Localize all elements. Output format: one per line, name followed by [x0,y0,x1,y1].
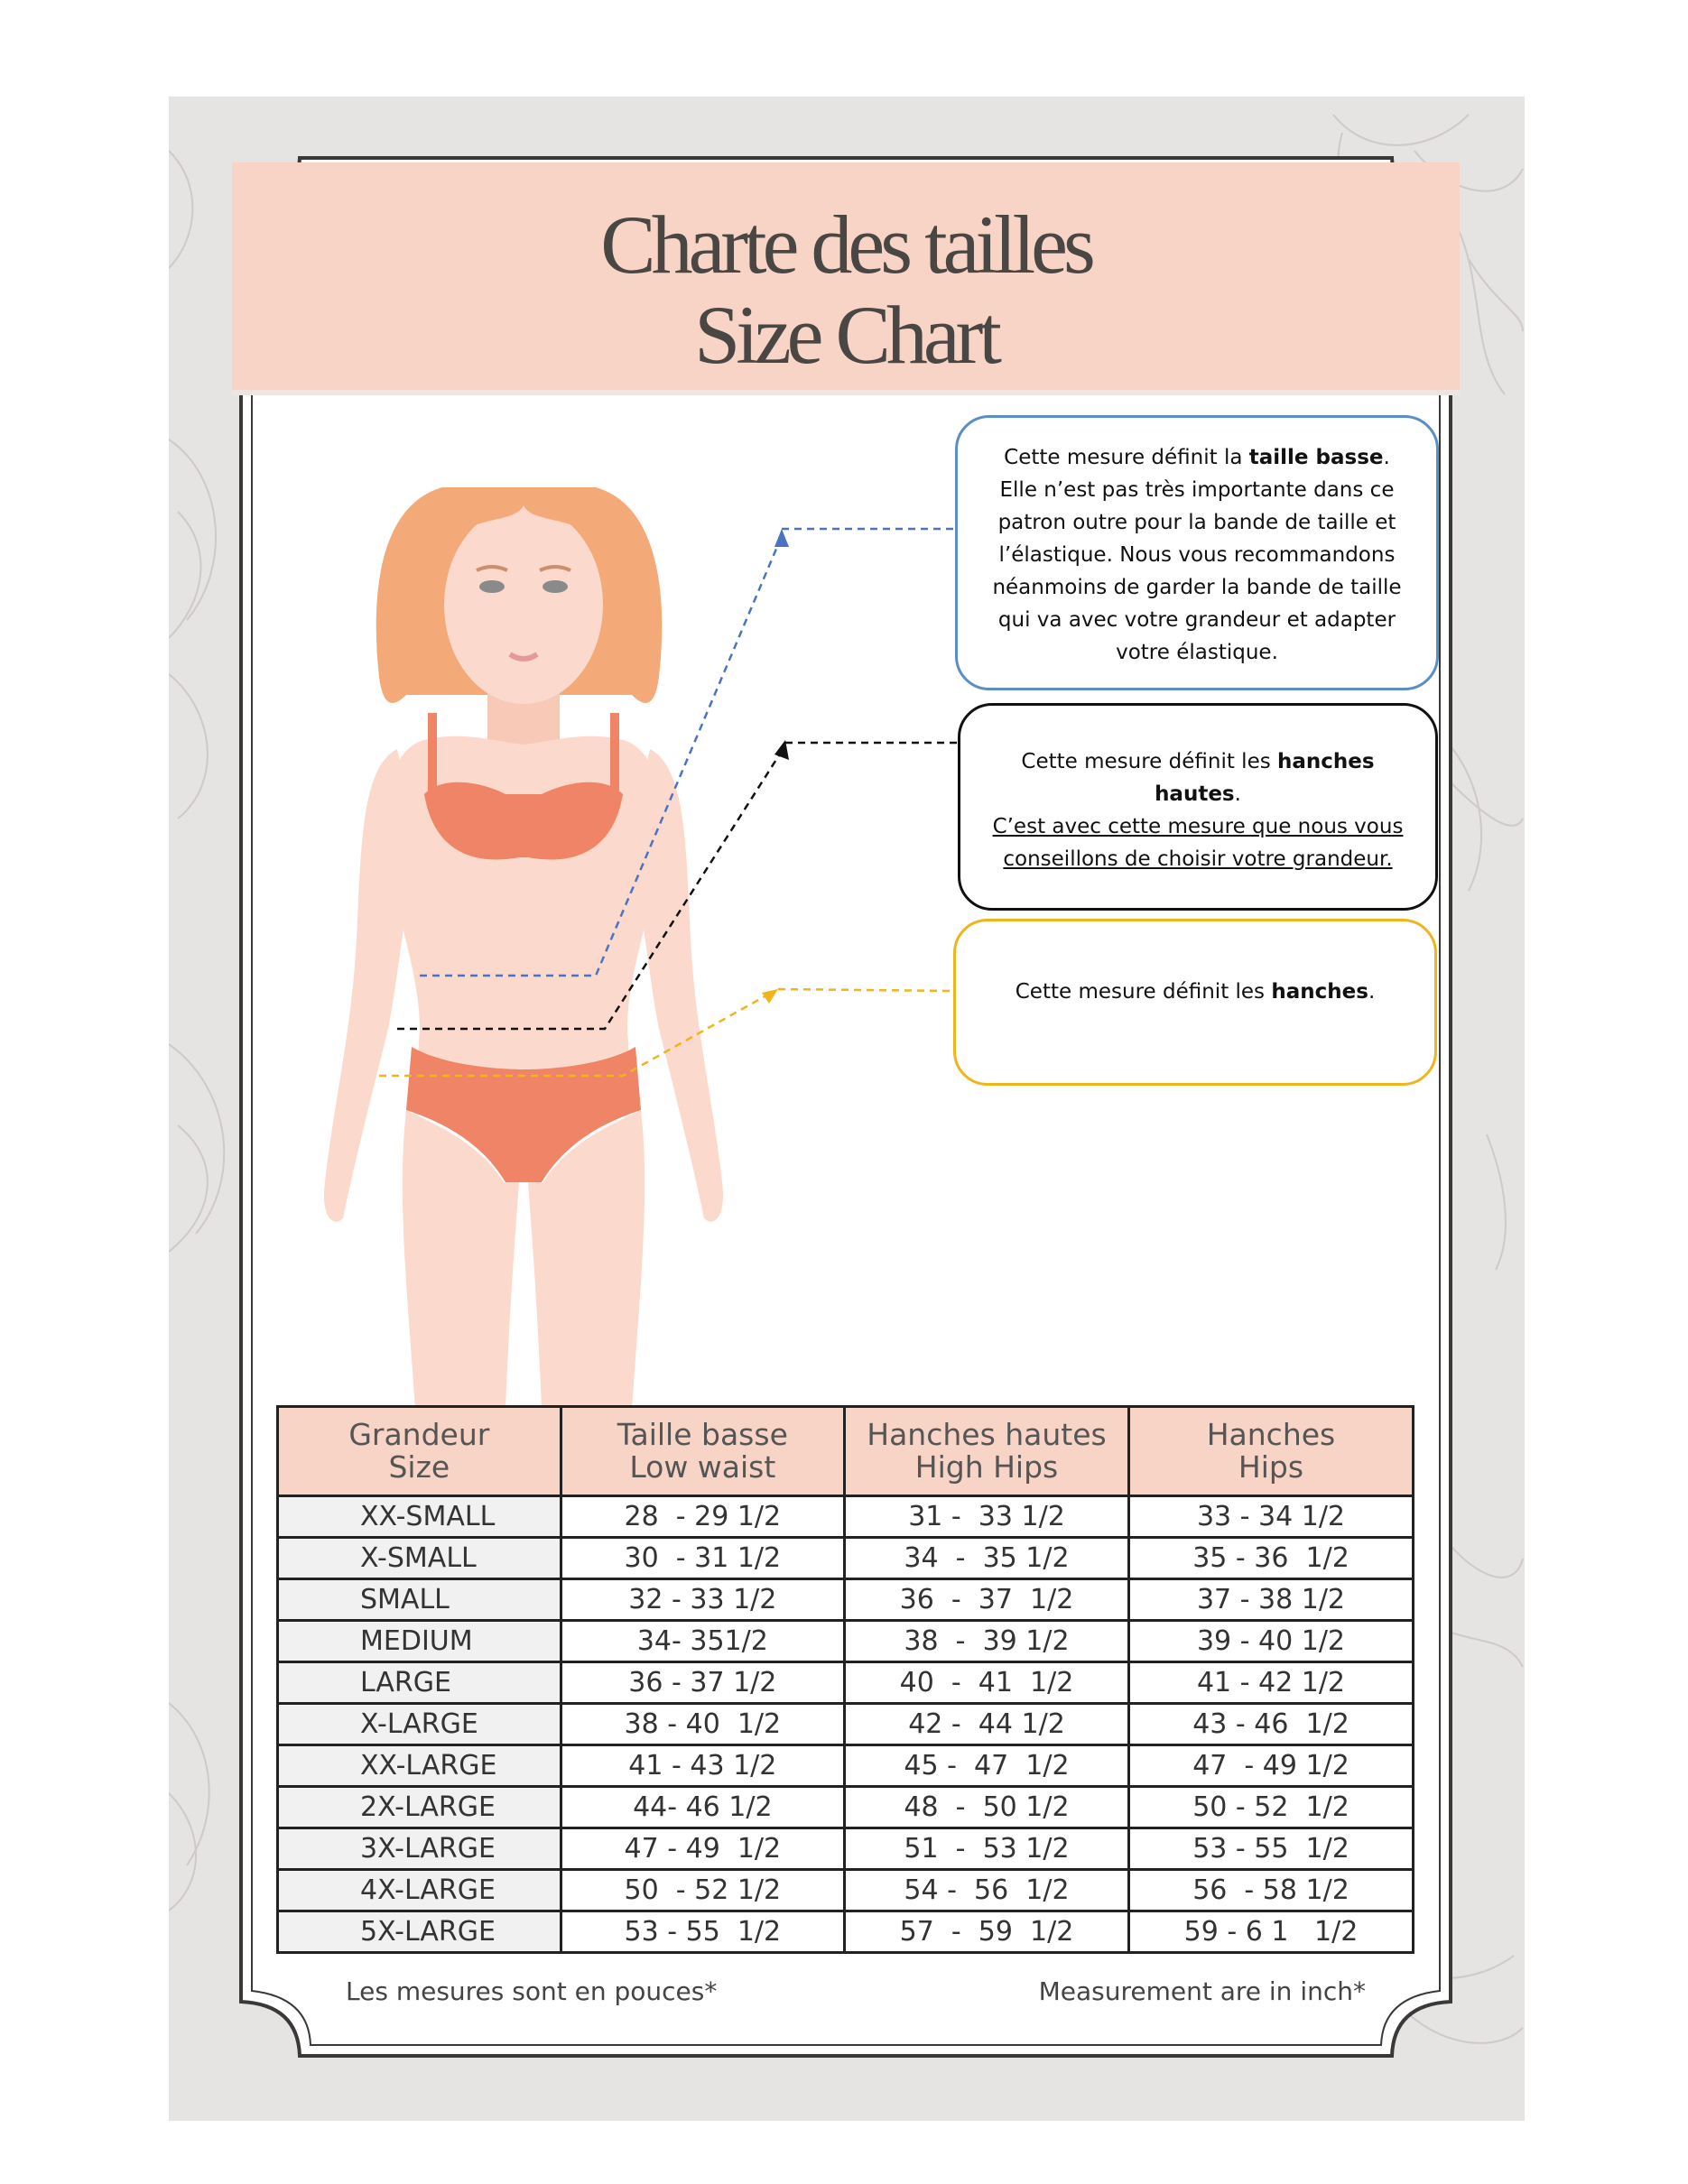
title-french: Charte des tailles [600,199,1091,291]
cell-hips: 33 - 34 1/2 [1128,1496,1413,1538]
cell-low-waist: 44- 46 1/2 [561,1787,844,1828]
cell-hips: 37 - 38 1/2 [1128,1579,1413,1621]
header-size-en: Size [388,1449,450,1485]
cell-hips: 47 - 49 1/2 [1128,1745,1413,1787]
header-high-hips [845,1407,1129,1496]
table-row [278,1745,1414,1787]
cell-size: MEDIUM [278,1621,561,1662]
cell-low-waist: 32 - 33 1/2 [561,1579,844,1621]
cell-low-waist: 53 - 55 1/2 [561,1911,844,1953]
header-low-waist-fr: Taille basse [617,1417,788,1452]
cell-size: LARGE [278,1662,561,1704]
cell-low-waist: 50 - 52 1/2 [561,1870,844,1911]
cell-size: 4X-LARGE [278,1870,561,1911]
size-table [276,1405,1414,1954]
cell-size: X-LARGE [278,1704,561,1745]
callout-low-waist-bold: taille basse [1248,446,1384,469]
callout-low-waist [955,415,1439,690]
table-row [278,1621,1414,1662]
cell-high-hips: 36 - 37 1/2 [845,1579,1129,1621]
cell-hips: 41 - 42 1/2 [1128,1662,1413,1704]
cell-hips: 50 - 52 1/2 [1128,1787,1413,1828]
table-row [278,1496,1414,1538]
cell-hips: 35 - 36 1/2 [1128,1538,1413,1579]
cell-size: XX-LARGE [278,1745,561,1787]
cell-size: X-SMALL [278,1538,561,1579]
cell-high-hips: 51 - 53 1/2 [845,1828,1129,1870]
header-low-waist-en: Low waist [629,1449,776,1485]
callout-high-hips-text-before: Cette mesure définit les [1021,750,1278,773]
callout-high-hips [958,703,1438,911]
callout-high-hips-bold: hanches hautes [1155,750,1375,806]
cell-high-hips: 34 - 35 1/2 [845,1538,1129,1579]
cell-size: 2X-LARGE [278,1787,561,1828]
callout-hips-text-after: . [1368,980,1376,1004]
cell-hips: 43 - 46 1/2 [1128,1704,1413,1745]
table-row [278,1870,1414,1911]
table-row [278,1787,1414,1828]
body-figure-illustration [271,469,776,1408]
header-hips-en: Hips [1238,1449,1304,1485]
cell-size: 3X-LARGE [278,1828,561,1870]
title-banner [232,162,1460,390]
header-low-waist [561,1407,844,1496]
table-row [278,1662,1414,1704]
table-row [278,1704,1414,1745]
callout-hips-text-before: Cette mesure définit les [1015,980,1272,1004]
callout-hips-bold: hanches [1271,980,1368,1004]
header-hips-fr: Hanches [1206,1417,1336,1452]
table-row [278,1538,1414,1579]
header-high-hips-fr: Hanches hautes [867,1417,1107,1452]
cell-high-hips: 54 - 56 1/2 [845,1870,1129,1911]
cell-size: 5X-LARGE [278,1911,561,1953]
header-hips [1128,1407,1413,1496]
cell-high-hips: 38 - 39 1/2 [845,1621,1129,1662]
cell-low-waist: 36 - 37 1/2 [561,1662,844,1704]
cell-hips: 56 - 58 1/2 [1128,1870,1413,1911]
footer-note-french: Les mesures sont en pouces* [346,1976,718,2006]
cell-hips: 39 - 40 1/2 [1128,1621,1413,1662]
cell-size: XX-SMALL [278,1496,561,1538]
cell-high-hips: 48 - 50 1/2 [845,1787,1129,1828]
header-high-hips-en: High Hips [914,1449,1059,1485]
cell-high-hips: 45 - 47 1/2 [845,1745,1129,1787]
header-size-fr: Grandeur [348,1417,490,1452]
table-row [278,1579,1414,1621]
cell-size: SMALL [278,1579,561,1621]
cell-low-waist: 34- 351/2 [561,1621,844,1662]
cell-low-waist: 41 - 43 1/2 [561,1745,844,1787]
cell-low-waist: 28 - 29 1/2 [561,1496,844,1538]
cell-low-waist: 30 - 31 1/2 [561,1538,844,1579]
callout-low-waist-text-before: Cette mesure définit la [1004,446,1249,469]
cell-high-hips: 40 - 41 1/2 [845,1662,1129,1704]
title-english: Size Chart [694,289,997,381]
footer-note-english: Measurement are in inch* [1038,1976,1366,2006]
table-row [278,1911,1414,1953]
table-header-row [278,1407,1414,1496]
cell-high-hips: 31 - 33 1/2 [845,1496,1129,1538]
cell-low-waist: 38 - 40 1/2 [561,1704,844,1745]
callout-high-hips-text-after: . [1234,782,1241,806]
callout-low-waist-text-after: . Elle n’est pas très importante dans ce patron outre pour la bande de taille et l’élastique. Nous vous recommandons néanmoins de garder la bande de taille qui va avec votre grandeur et adapter votre élastique. [992,446,1402,664]
callout-hips [953,919,1437,1086]
cell-low-waist: 47 - 49 1/2 [561,1828,844,1870]
header-size [278,1407,561,1496]
table-row [278,1828,1414,1870]
cell-high-hips: 57 - 59 1/2 [845,1911,1129,1953]
cell-high-hips: 42 - 44 1/2 [845,1704,1129,1745]
cell-hips: 59 - 6 1 1/2 [1128,1911,1413,1953]
callout-high-hips-recommendation: C’est avec cette mesure que nous vous conseillons de choisir votre grandeur. [992,815,1404,871]
cell-hips: 53 - 55 1/2 [1128,1828,1413,1870]
